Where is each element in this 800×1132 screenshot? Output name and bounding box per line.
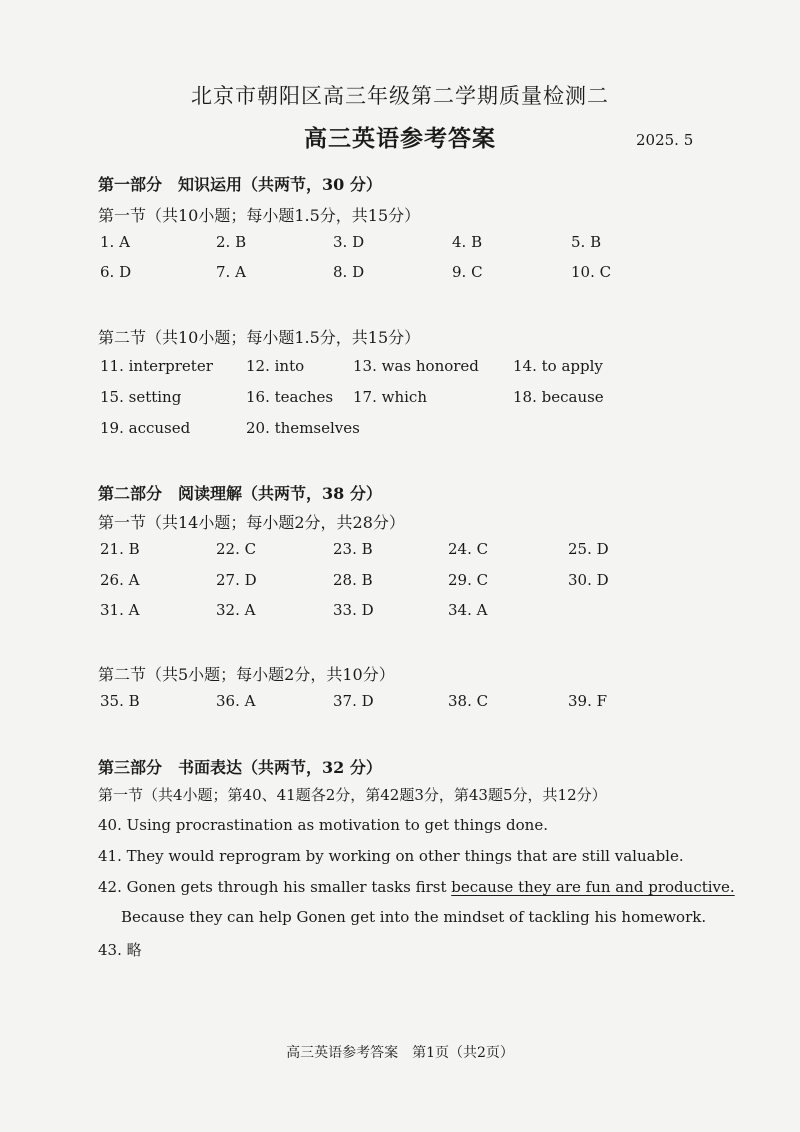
answer-item: 3. D [333,233,365,251]
answer-item: 25. D [568,540,609,558]
answer-row [0,263,800,283]
answer-item: 35. B [100,692,140,710]
answer-41: 41. They would reprogram by working on other things that are still valuable. [98,847,684,865]
part1-heading: 第一部分 知识运用（共两节，30 分） [98,175,382,194]
answer-42-underlined: because they are fun and productive. [451,878,735,896]
answer-item: 28. B [333,571,373,589]
answer-item: 36. A [216,692,256,710]
answer-row [0,571,800,591]
part3-sec1-heading: 第一节（共4小题；第40、41题各2分，第42题3分，第43题5分，共12分） [98,786,607,804]
page-title: 高三英语参考答案 [304,125,496,152]
answer-item: 12. into [246,357,305,375]
answer-item: 38. C [448,692,489,710]
answer-item: 1. A [100,233,130,251]
page-footer: 高三英语参考答案 第1页（共2页） [286,1045,514,1061]
answer-row [0,233,800,253]
answer-item: 6. D [100,263,132,281]
answer-item: 15. setting [100,388,182,406]
answer-row [0,692,800,712]
answer-item: 32. A [216,601,256,619]
answer-item: 22. C [216,540,257,558]
answer-item: 21. B [100,540,140,558]
answer-row [0,388,800,408]
answer-item: 7. A [216,263,246,281]
answer-item: 33. D [333,601,374,619]
part2-heading: 第二部分 阅读理解（共两节，38 分） [98,484,382,503]
answer-item: 29. C [448,571,489,589]
answer-item: 19. accused [100,419,191,437]
answer-item: 37. D [333,692,374,710]
answer-42 [98,878,735,896]
answer-item: 13. was honored [353,357,479,375]
answer-item: 5. B [571,233,602,251]
answer-item: 39. F [568,692,608,710]
answer-item: 16. teaches [246,388,334,406]
answer-item: 10. C [571,263,612,281]
answer-item: 26. A [100,571,140,589]
answer-item: 20. themselves [246,419,360,437]
answer-43: 43. 略 [98,941,142,959]
answer-42-text: 42. Gonen gets through his smaller tasks first [98,878,452,896]
answer-item: 11. interpreter [100,357,213,375]
answer-item: 23. B [333,540,373,558]
answer-item: 27. D [216,571,257,589]
answer-item: 8. D [333,263,365,281]
part3-heading: 第三部分 书面表达（共两节，32 分） [98,758,382,777]
answer-item: 24. C [448,540,489,558]
answer-row [0,601,800,621]
answer-item: 34. A [448,601,488,619]
exam-date: 2025. 5 [636,131,694,149]
answer-item: 4. B [452,233,483,251]
answer-row [0,540,800,560]
answer-item: 17. which [353,388,427,406]
answer-row [0,357,800,377]
answer-item: 18. because [513,388,604,406]
answer-item: 14. to apply [513,357,603,375]
answer-40: 40. Using procrastination as motivation to get things done. [98,816,548,834]
part1-sec1-heading: 第一节（共10小题；每小题1.5分，共15分） [98,206,421,225]
part2-sec1-heading: 第一节（共14小题；每小题2分，共28分） [98,513,405,532]
answer-item: 9. C [452,263,483,281]
part2-sec2-heading: 第二节（共5小题；每小题2分，共10分） [98,665,395,684]
part1-sec2-heading: 第二节（共10小题；每小题1.5分，共15分） [98,328,421,347]
answer-42-reason: Because they can help Gonen get into the mindset of tackling his homework. [121,908,707,926]
answer-item: 30. D [568,571,609,589]
answer-item: 31. A [100,601,140,619]
answer-row [0,419,800,439]
answer-item: 2. B [216,233,247,251]
exam-title: 北京市朝阳区高三年级第二学期质量检测二 [191,84,609,108]
